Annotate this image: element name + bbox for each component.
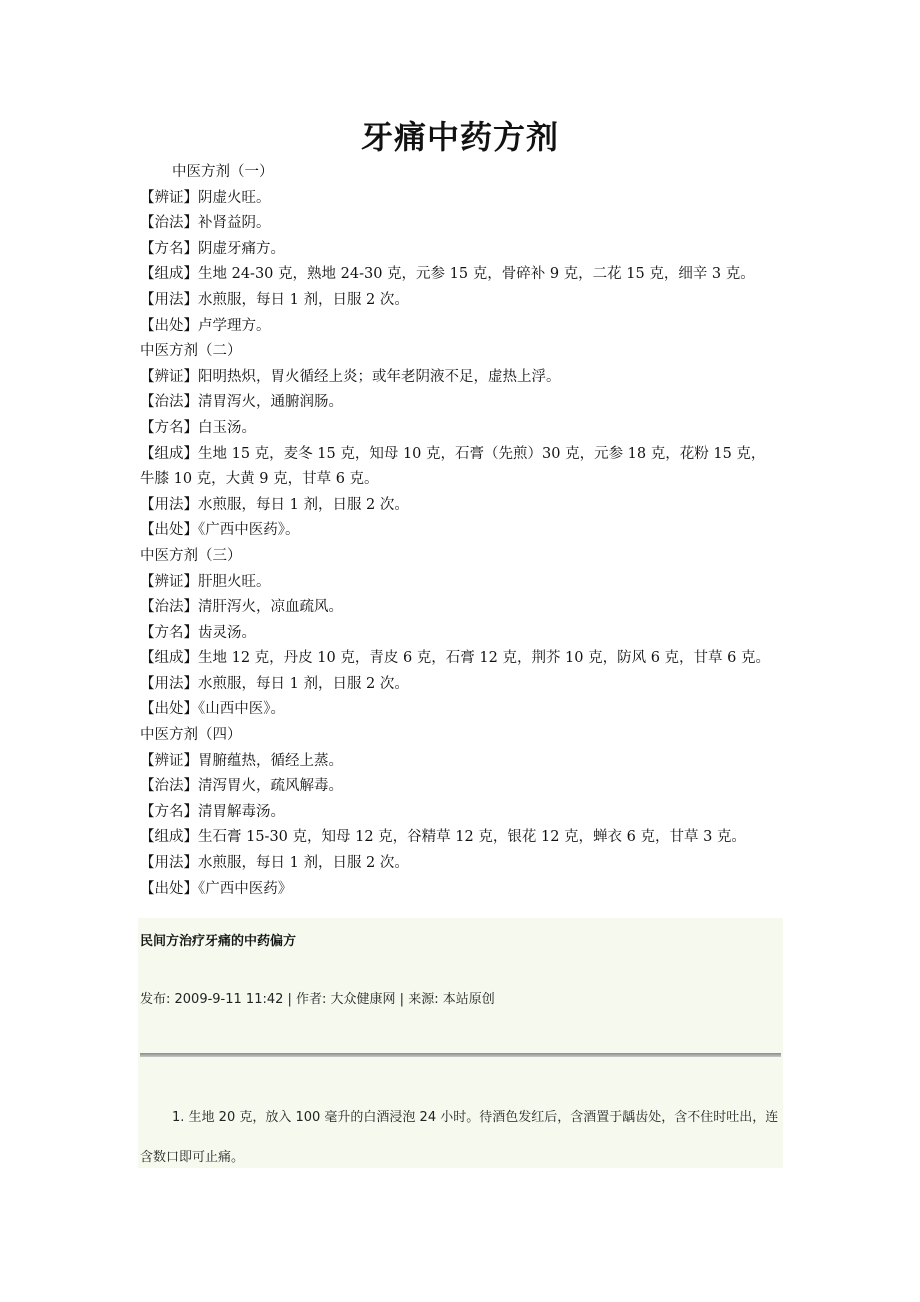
- text-line: 【治法】补肾益阴。: [140, 215, 271, 232]
- text-line: 【用法】水煎服，每日 1 剂，日服 2 次。: [140, 291, 409, 308]
- text-line: 中医方剂（一）: [172, 164, 274, 180]
- text-line: 【用法】水煎服，每日 1 剂，日服 2 次。: [140, 496, 409, 513]
- text-line: 【方名】阴虚牙痛方。: [140, 240, 285, 257]
- text-line: 【辨证】阳明热炽，胃火循经上炎；或年老阴液不足，虚热上浮。: [140, 368, 561, 385]
- text-line: 【辨证】阴虚火旺。: [140, 189, 271, 206]
- text-line: 【出处】《山西中医》。: [140, 701, 285, 718]
- text-line: 中医方剂（二）: [140, 343, 242, 360]
- text-line: 【治法】清泻胃火，疏风解毒。: [140, 778, 343, 795]
- web-article: [138, 918, 783, 1168]
- text-line: 【组成】生地 15 克，麦冬 15 克，知母 10 克，石膏（先煎）30 克，元参 18 克，花粉 15 克，: [140, 445, 766, 462]
- page-title: 牙痛中药方剂: [360, 118, 559, 156]
- text-line: 【方名】白玉汤。: [140, 419, 256, 436]
- text-line: 【用法】水煎服，每日 1 剂，日服 2 次。: [140, 855, 409, 872]
- text-line: 【辨证】胃腑蕴热，循经上蒸。: [140, 752, 343, 769]
- article-title: 民间方治疗牙痛的中药偏方: [140, 934, 297, 949]
- text-line: 【组成】生地 24-30 克，熟地 24-30 克，元参 15 克，骨碎补 9 克，二花 15 克，细辛 3 克。: [140, 266, 755, 283]
- text-line: 【组成】生石膏 15-30 克，知母 12 克，谷精草 12 克，银花 12 克，蝉衣 6 克，甘草 3 克。: [140, 829, 746, 846]
- divider: [140, 1053, 781, 1057]
- text-line: 【出处】卢学理方。: [140, 317, 271, 334]
- article-meta: 发布: 2009-9-11 11:42 | 作者: 大众健康网 | 来源: 本站原创: [140, 992, 495, 1007]
- text-line: 【方名】齿灵汤。: [140, 624, 256, 641]
- text-line: 中医方剂（三）: [140, 547, 242, 564]
- text-line: 【方名】清胃解毒汤。: [140, 803, 285, 820]
- text-line: 牛膝 10 克，大黄 9 克，甘草 6 克。: [140, 471, 379, 488]
- text-line: 【辨证】肝胆火旺。: [140, 573, 271, 590]
- prescription-list: [140, 160, 790, 902]
- text-line: 【治法】清肝泻火，凉血疏风。: [140, 599, 343, 616]
- text-line: 【治法】清胃泻火，通腑润肠。: [140, 394, 343, 411]
- text-line: 【组成】生地 12 克，丹皮 10 克，青皮 6 克，石膏 12 克，荆芥 10 克，防风 6 克，甘草 6 克。: [140, 650, 771, 667]
- text-line: 【出处】《广西中医药》。: [140, 522, 300, 539]
- text-line: 【用法】水煎服，每日 1 剂，日服 2 次。: [140, 675, 409, 692]
- text-line: 中医方剂（四）: [140, 727, 242, 744]
- article-paragraph: 1. 生地 20 克，放入 100 毫升的白酒浸泡 24 小时。待酒色发红后，含酒置于龋齿处，含不住时吐出，连含数口即可止痛。: [140, 1110, 779, 1165]
- text-line: 【出处】《广西中医药》: [140, 880, 293, 897]
